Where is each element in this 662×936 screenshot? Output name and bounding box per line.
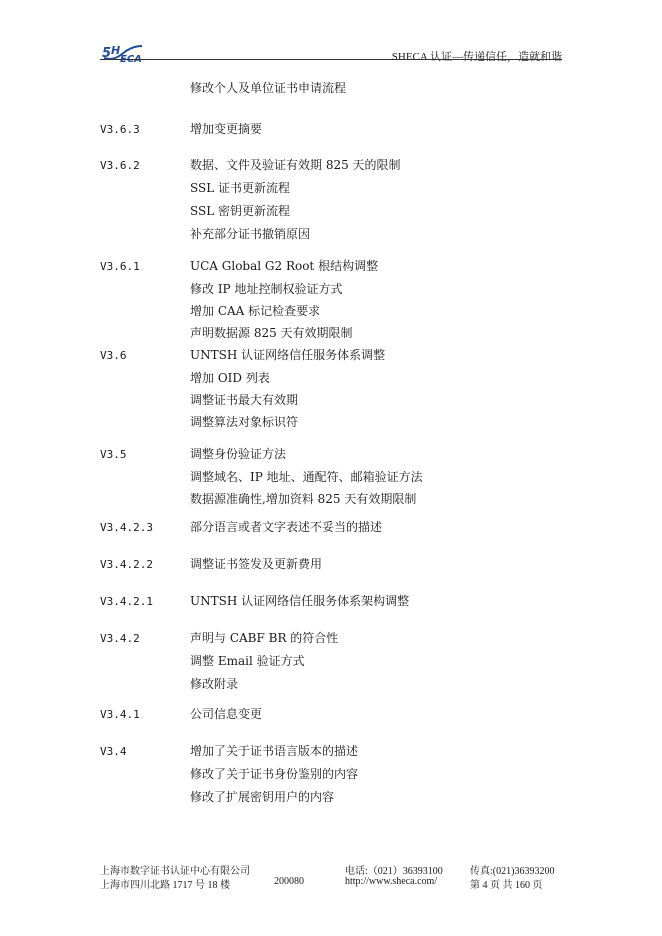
revision-item: 数据源准确性,增加资料 825 天有效期限制 <box>190 492 417 506</box>
revision-item: 修改 IP 地址控制权验证方式 <box>190 282 343 296</box>
revision-item: 增加变更摘要 <box>190 122 263 136</box>
header-title: SHECA 认证—传递信任，造就和谐 <box>391 51 562 63</box>
revision-item: 声明与 CABF BR 的符合性 <box>190 631 339 645</box>
revision-item: 调整证书最大有效期 <box>190 393 299 407</box>
footer-website[interactable]: http://www.sheca.com/ <box>345 876 438 887</box>
revision-version: V3.4.1 <box>100 708 140 721</box>
revision-item: 公司信息变更 <box>190 707 263 721</box>
revision-item: 调整域名、IP 地址、通配符、邮箱验证方法 <box>190 470 423 484</box>
revision-version: V3.4.2.2 <box>100 558 153 571</box>
revision-item: 调整 Email 验证方式 <box>190 654 305 668</box>
revision-item: 部分语言或者文字表述不妥当的描述 <box>190 520 383 534</box>
revision-item: 修改个人及单位证书申请流程 <box>190 81 347 95</box>
revision-item: 增加 OID 列表 <box>190 371 270 385</box>
revision-item: 修改了扩展密钥用户的内容 <box>190 790 335 804</box>
revision-item: UNTSH 认证网络信任服务体系调整 <box>190 348 386 362</box>
page-footer <box>0 858 662 898</box>
revision-item: SSL 证书更新流程 <box>190 181 291 195</box>
svg-text:H: H <box>111 44 121 57</box>
revision-version: V3.4.2 <box>100 632 140 645</box>
footer-company: 上海市数字证书认证中心有限公司 <box>100 866 250 877</box>
footer-fax: 传真:(021)36393200 <box>470 866 555 877</box>
footer-address: 上海市四川北路 1717 号 18 楼 <box>100 880 230 891</box>
revision-version: V3.6.1 <box>100 260 140 273</box>
revision-item: 数据、文件及验证有效期 825 天的限制 <box>190 158 401 172</box>
svg-text:ECA: ECA <box>120 54 142 65</box>
revision-item: 修改附录 <box>190 677 239 691</box>
revision-version: V3.4 <box>100 745 127 758</box>
revision-item: 修改了关于证书身份鉴别的内容 <box>190 767 359 781</box>
revision-item: 调整身份验证方法 <box>190 447 287 461</box>
revision-item: 声明数据源 825 天有效期限制 <box>190 326 353 340</box>
revision-item: UNTSH 认证网络信任服务体系架构调整 <box>190 594 410 608</box>
revision-item: 增加了关于证书语言版本的描述 <box>190 744 359 758</box>
revision-item: UCA Global G2 Root 根结构调整 <box>190 259 379 273</box>
revision-version: V3.6 <box>100 349 127 362</box>
revision-item: 补充部分证书撤销原因 <box>190 227 311 241</box>
footer-phone: 电话:（021）36393100 <box>345 866 443 877</box>
revision-version: V3.5 <box>100 448 127 461</box>
revision-version: V3.6.3 <box>100 123 140 136</box>
svg-text:5: 5 <box>102 46 112 61</box>
revision-item: 调整算法对象标识符 <box>190 415 299 429</box>
revision-version: V3.4.2.1 <box>100 595 153 608</box>
revision-version: V3.4.2.3 <box>100 521 153 534</box>
footer-postcode: 200080 <box>274 876 304 887</box>
revision-item: SSL 密钥更新流程 <box>190 204 291 218</box>
revision-version: V3.6.2 <box>100 159 140 172</box>
revision-item: 调整证书签发及更新费用 <box>190 557 323 571</box>
footer-page-info: 第 4 页 共 160 页 <box>470 880 543 891</box>
revision-item: 增加 CAA 标记检查要求 <box>190 304 321 318</box>
